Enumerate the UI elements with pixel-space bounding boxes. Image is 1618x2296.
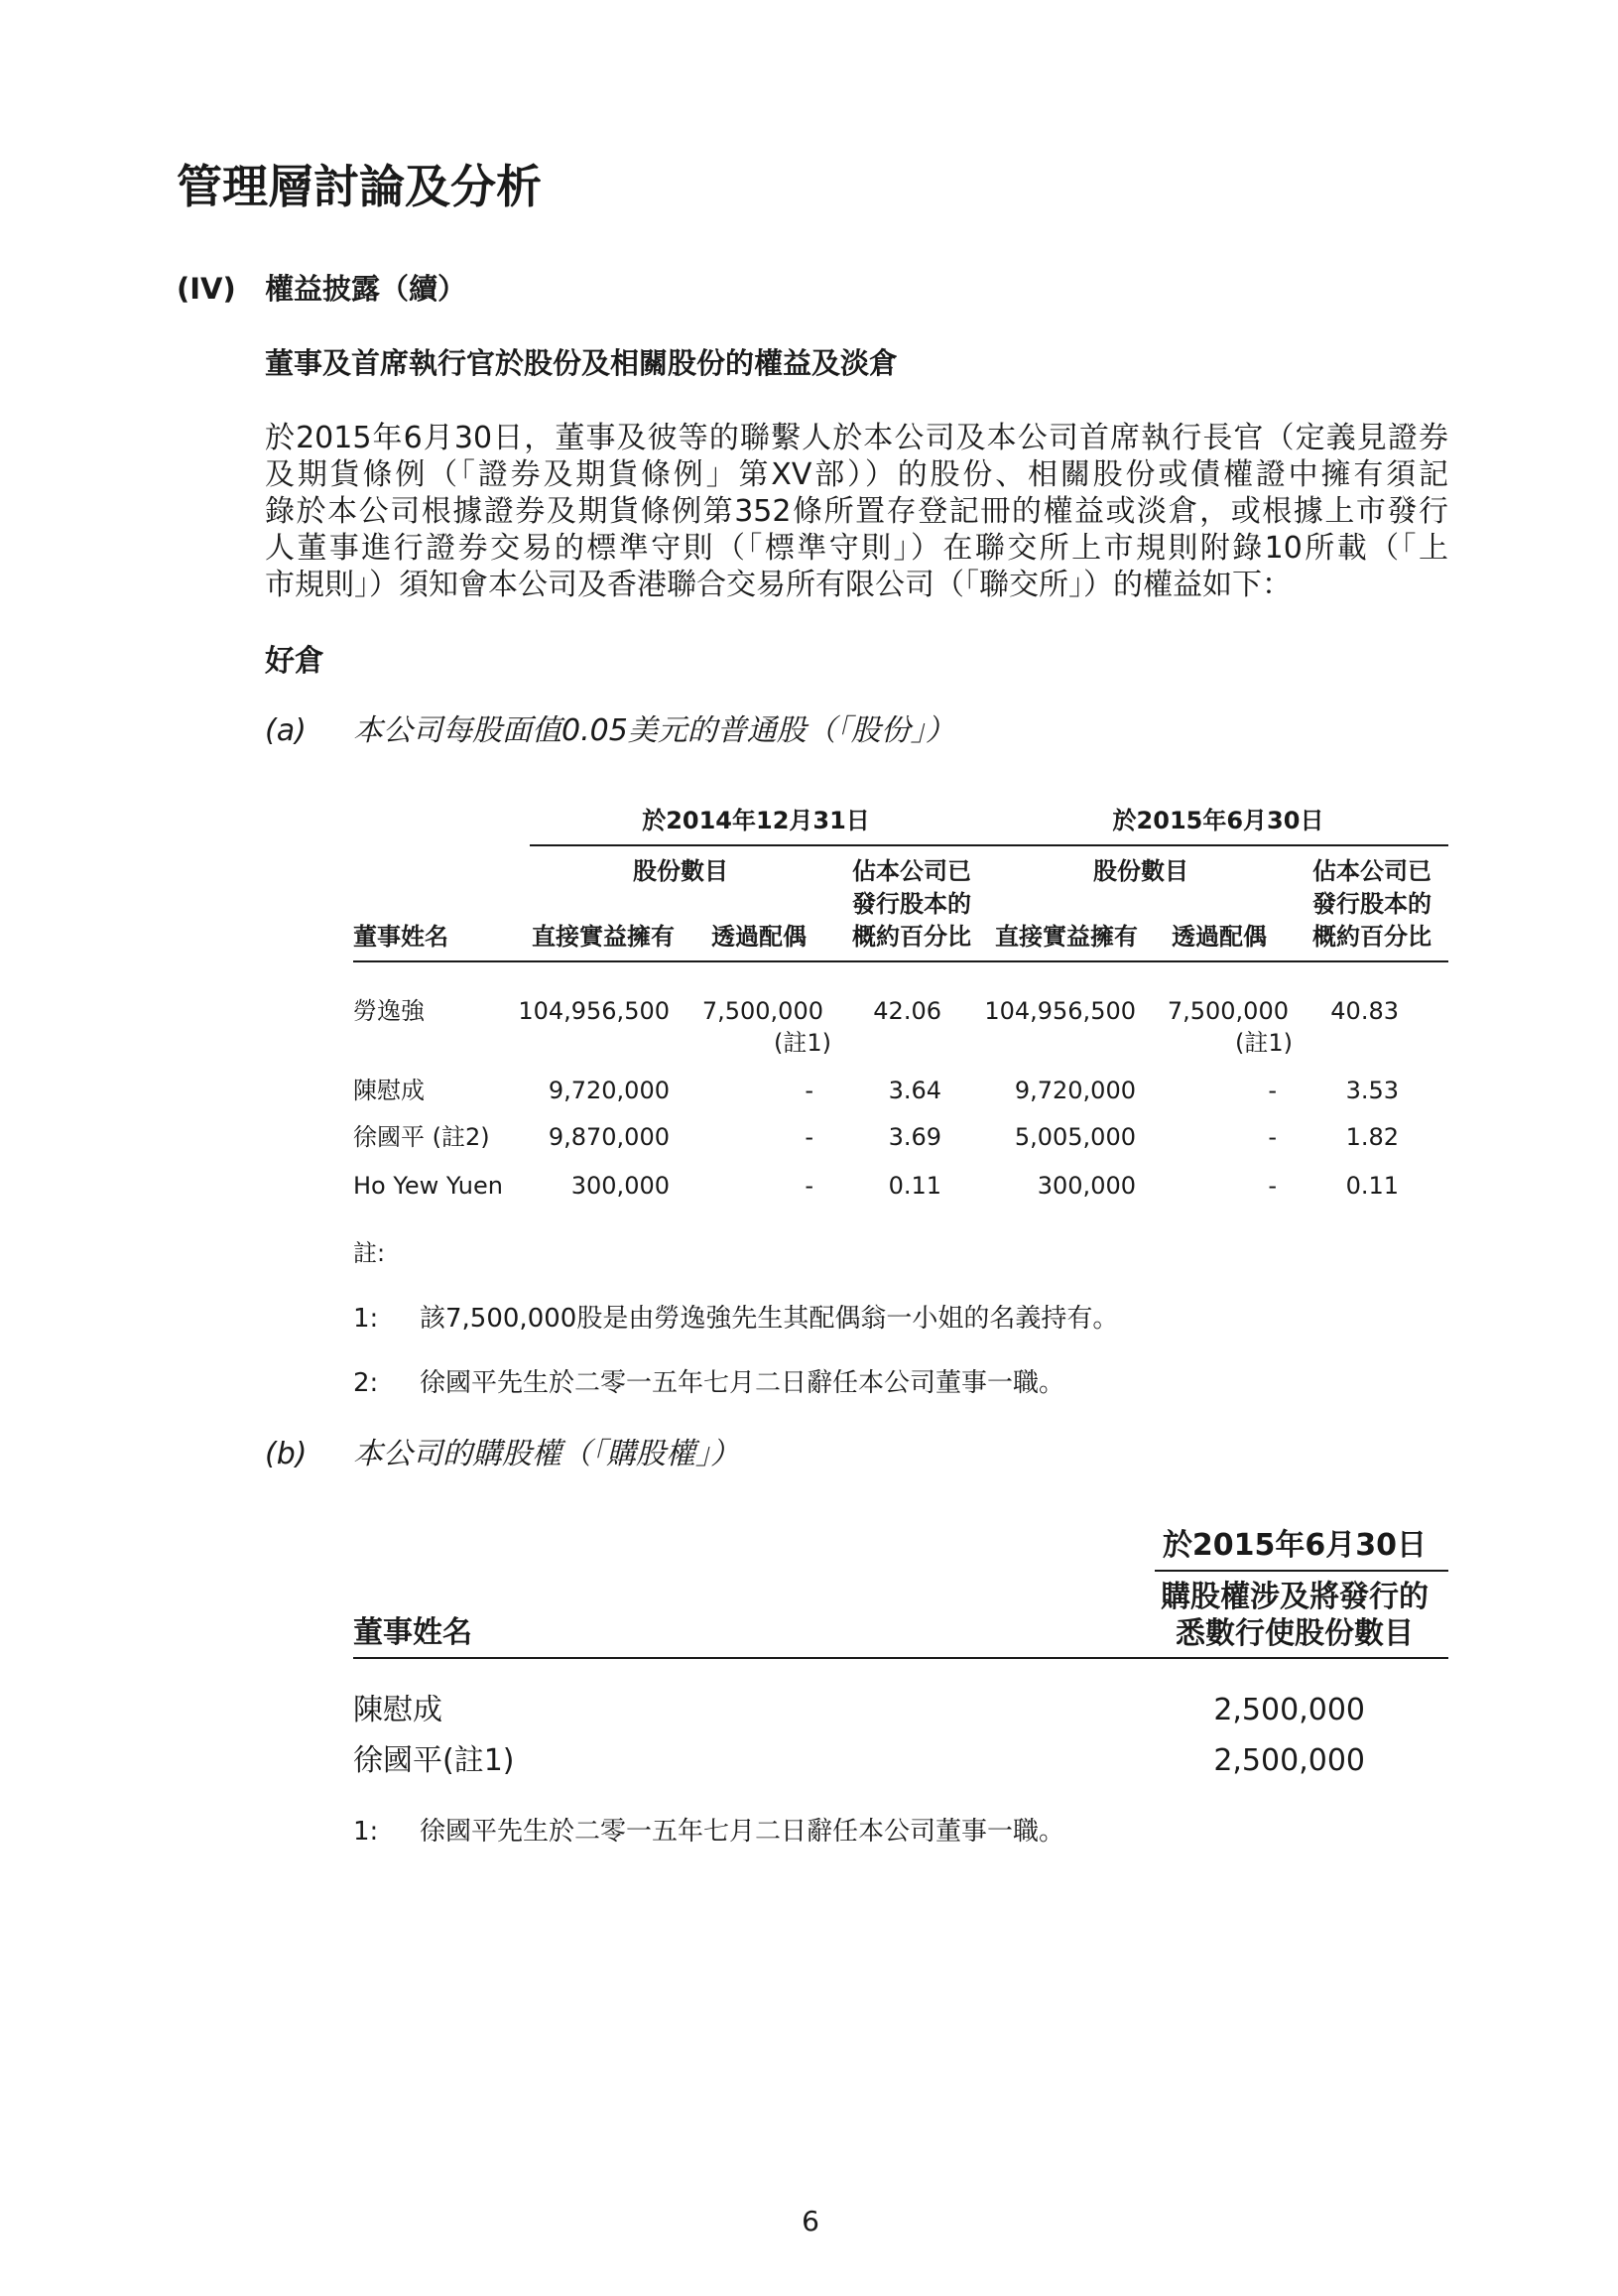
header-option-shares-line: 悉數行使股份數目 [1176, 1616, 1414, 1651]
spouse-holding-2015: - [1268, 1123, 1277, 1151]
header-divider [1155, 1570, 1448, 1572]
direct-holding-2014: 104,956,500 [518, 997, 670, 1025]
option-shares: 2,500,000 [1213, 1693, 1365, 1727]
director-name: Ho Yew Yuen [353, 1172, 503, 1200]
table-row [0, 1743, 1618, 1778]
section-title: 權益披露（續） [265, 272, 467, 306]
director-name: 陳慰成 [353, 1693, 442, 1727]
percentage-2014: 0.11 [888, 1172, 941, 1200]
header-period-2014: 於2014年12月31日 [642, 807, 870, 834]
note-number: 2: [353, 1368, 379, 1398]
percentage-2015: 1.82 [1345, 1123, 1399, 1151]
spouse-note-2014: (註1) [774, 1029, 831, 1057]
header-percentage-line: 發行股本的 [1312, 890, 1431, 918]
note-text: 該7,500,000股是由勞逸強先生其配偶翁一小姐的名義持有。 [420, 1304, 1119, 1334]
table-row [0, 1079, 1618, 1108]
direct-holding-2014: 300,000 [570, 1172, 670, 1200]
paragraph-line: 錄於本公司根據證券及期貨條例第352條所置存登記冊的權益或淡倉，或根據上市發行 [265, 494, 1448, 529]
director-name: 徐國平(註1) [353, 1743, 515, 1778]
header-direct-2015: 直接實益擁有 [995, 923, 1138, 951]
header-option-shares-line: 購股權涉及將發行的 [1161, 1580, 1429, 1614]
header-director-name: 董事姓名 [353, 923, 448, 951]
table-row [0, 1174, 1618, 1204]
spouse-holding-2014: - [805, 1123, 813, 1151]
table-row [0, 999, 1618, 1059]
header-bottom-divider [353, 1657, 1448, 1659]
header-percentage-line: 佔本公司已 [852, 857, 971, 885]
spouse-holding-2015: - [1268, 1172, 1277, 1200]
direct-holding-2014: 9,720,000 [548, 1077, 670, 1104]
note-number: 1: [353, 1817, 379, 1847]
paragraph-line: 及期貨條例（「證券及期貨條例」第XV部））的股份、相關股份或債權證中擁有須記 [265, 457, 1448, 492]
section-number: (IV) [177, 272, 236, 306]
header-percentage-line: 概約百分比 [1312, 923, 1431, 951]
direct-holding-2015: 5,005,000 [1014, 1123, 1136, 1151]
director-name: 徐國平 (註2) [353, 1123, 490, 1151]
percentage-2014: 3.69 [888, 1123, 941, 1151]
paragraph-line: 市規則」）須知會本公司及香港聯合交易所有限公司（「聯交所」）的權益如下： [265, 568, 1292, 602]
header-percentage-line: 發行股本的 [852, 890, 971, 918]
page-number: 6 [802, 2205, 819, 2237]
part-b-title: 本公司的購股權（「購股權」） [353, 1437, 740, 1471]
header-spouse-2015: 透過配偶 [1172, 923, 1267, 951]
spouse-note-2015: (註1) [1235, 1029, 1293, 1057]
paragraph-line: 於2015年6月30日，董事及彼等的聯繫人於本公司及本公司首席執行長官（定義見證券 [265, 421, 1448, 455]
percentage-2014: 3.64 [888, 1077, 941, 1104]
percentage-2014: 42.06 [873, 997, 941, 1025]
long-position-heading: 好倉 [265, 644, 324, 679]
section-subtitle: 董事及首席執行官於股份及相關股份的權益及淡倉 [265, 346, 899, 380]
part-a-title: 本公司每股面值0.05美元的普通股（「股份」） [353, 713, 955, 748]
table-row [0, 1125, 1618, 1155]
spouse-holding-2015: - [1268, 1077, 1277, 1104]
direct-holding-2015: 104,956,500 [984, 997, 1136, 1025]
paragraph-line: 人董事進行證券交易的標準守則（「標準守則」）在聯交所上市規則附錄10所載（「上 [265, 531, 1448, 566]
page-title: 管理層討論及分析 [177, 160, 542, 213]
direct-holding-2015: 300,000 [1037, 1172, 1136, 1200]
header-percentage-line: 概約百分比 [852, 923, 971, 951]
header-percentage-line: 佔本公司已 [1312, 857, 1431, 885]
percentage-2015: 3.53 [1345, 1077, 1399, 1104]
note-text: 徐國平先生於二零一五年七月二日辭任本公司董事一職。 [420, 1368, 1065, 1398]
spouse-holding-2014: 7,500,000 [701, 997, 823, 1025]
table-row [0, 1693, 1618, 1727]
header-period: 於2015年6月30日 [1162, 1528, 1428, 1563]
percentage-2015: 0.11 [1345, 1172, 1399, 1200]
percentage-2015: 40.83 [1330, 997, 1399, 1025]
director-name: 勞逸強 [353, 997, 425, 1025]
notes-heading: 註: [353, 1239, 386, 1267]
direct-holding-2015: 9,720,000 [1014, 1077, 1136, 1104]
part-b-label: (b) [265, 1437, 308, 1471]
header-divider [530, 844, 1448, 846]
part-a-label: (a) [265, 713, 307, 748]
header-direct-2014: 直接實益擁有 [532, 923, 675, 951]
director-name: 陳慰成 [353, 1077, 425, 1104]
header-period-2015: 於2015年6月30日 [1112, 807, 1324, 834]
header-bottom-divider [353, 960, 1448, 962]
note-text: 徐國平先生於二零一五年七月二日辭任本公司董事一職。 [420, 1817, 1065, 1847]
header-director-name: 董事姓名 [353, 1615, 472, 1650]
header-spouse-2014: 透過配偶 [711, 923, 807, 951]
direct-holding-2014: 9,870,000 [548, 1123, 670, 1151]
spouse-holding-2015: 7,500,000 [1167, 997, 1289, 1025]
spouse-holding-2014: - [805, 1077, 813, 1104]
header-shares-count-2015: 股份數目 [1093, 857, 1188, 885]
option-shares: 2,500,000 [1213, 1743, 1365, 1778]
note-number: 1: [353, 1304, 379, 1334]
header-option-shares [1146, 1579, 1443, 1652]
spouse-holding-2014: - [805, 1172, 813, 1200]
header-shares-count-2014: 股份數目 [633, 857, 728, 885]
